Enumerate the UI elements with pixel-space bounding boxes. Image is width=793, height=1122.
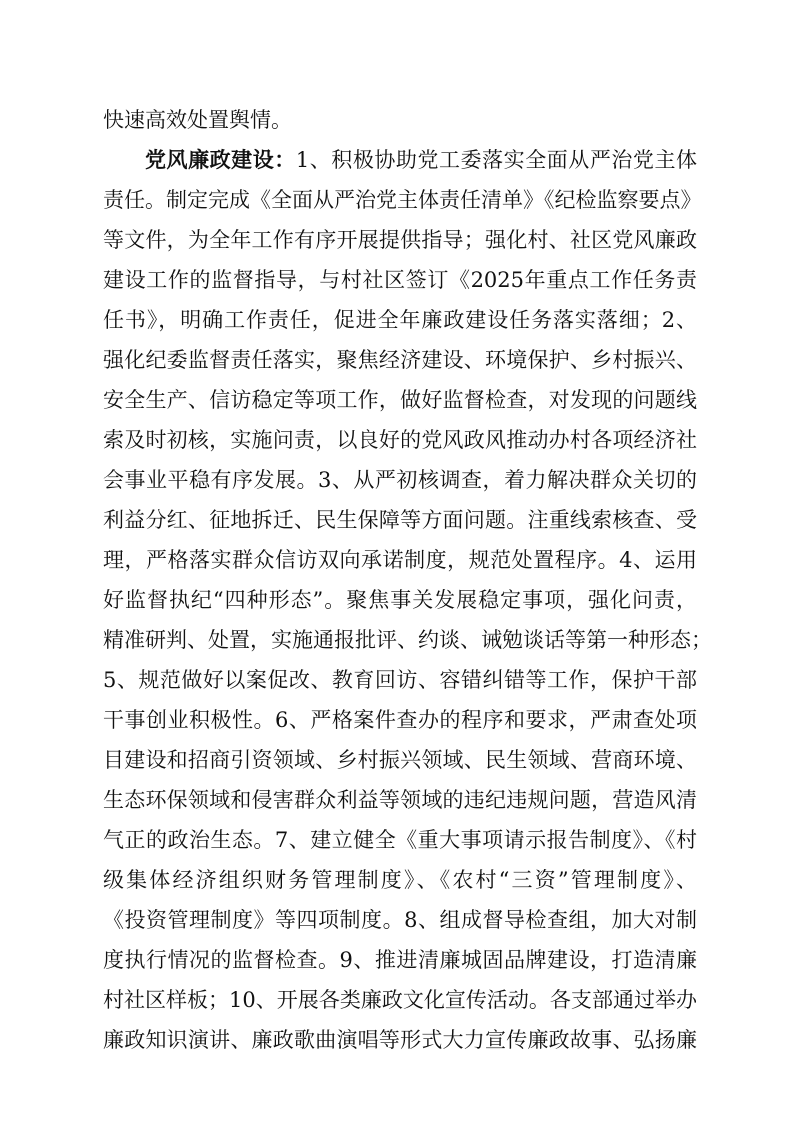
- text-line-8: 安全生产、信访稳定等项工作，做好监督检查，对发现的问题线: [103, 388, 697, 412]
- text-line-3: 责任。制定完成《全面从严治党主体责任清单》《纪检监察要点》: [103, 188, 702, 212]
- text-line-19: 气正的政治生态。7、建立健全《重大事项请示报告制度》、《村: [103, 828, 697, 852]
- text-line-20: 级集体经济组织财务管理制度》、《农村“三资”管理制度》、: [103, 868, 697, 892]
- text-line-13: 好监督执纪“四种形态”。聚焦事关发展稳定事项，强化问责，: [103, 588, 697, 612]
- text-line-24: 廉政知识演讲、廉政歌曲演唱等形式大力宣传廉政故事、弘扬廉: [103, 1028, 697, 1052]
- text-line-1: 快速高效处置舆情。: [103, 108, 292, 132]
- text-line-2: 1、积极协助党工委落实全面从严治党主体: [295, 148, 698, 172]
- paragraph-heading-line: [145, 142, 697, 178]
- text-line-5: 建设工作的监督指导，与村社区签订《2025年重点工作任务责: [103, 268, 697, 292]
- text-line-6: 任书》，明确工作责任，促进全年廉政建设任务落实落细；2、: [103, 308, 697, 332]
- text-line-10: 会事业平稳有序发展。3、从严初核调查，着力解决群众关切的: [103, 468, 697, 492]
- text-line-4: 等文件，为全年工作有序开展提供指导；强化村、社区党风廉政: [103, 228, 697, 252]
- text-line-14: 精准研判、处置，实施通报批评、约谈、诫勉谈话等第一种形态；: [103, 628, 712, 652]
- text-line-11: 利益分红、征地拆迁、民生保障等方面问题。注重线索核查、受: [103, 508, 697, 532]
- text-line-9: 索及时初核，实施问责，以良好的党风政风推动办村各项经济社: [103, 428, 697, 452]
- text-line-7: 强化纪委监督责任落实，聚焦经济建设、环境保护、乡村振兴、: [103, 348, 697, 372]
- text-line-15: 5、规范做好以案促改、教育回访、容错纠错等工作，保护干部: [103, 668, 697, 692]
- text-line-16: 干事创业积极性。6、严格案件查办的程序和要求，严肃查处项: [103, 708, 697, 732]
- section-heading: 党风廉政建设：: [145, 148, 296, 172]
- text-line-23: 村社区样板；10、开展各类廉政文化宣传活动。各支部通过举办: [103, 988, 697, 1012]
- text-line-18: 生态环保领域和侵害群众利益等领域的违纪违规问题，营造风清: [103, 788, 697, 812]
- text-line-17: 目建设和招商引资领域、乡村振兴领域、民生领域、营商环境、: [103, 748, 697, 772]
- text-line-21: 《投资管理制度》等四项制度。8、组成督导检查组，加大对制: [103, 908, 697, 932]
- text-line-22: 度执行情况的监督检查。9、推进清廉城固品牌建设，打造清廉: [103, 948, 697, 972]
- text-line-12: 理，严格落实群众信访双向承诺制度，规范处置程序。4、运用: [103, 548, 697, 572]
